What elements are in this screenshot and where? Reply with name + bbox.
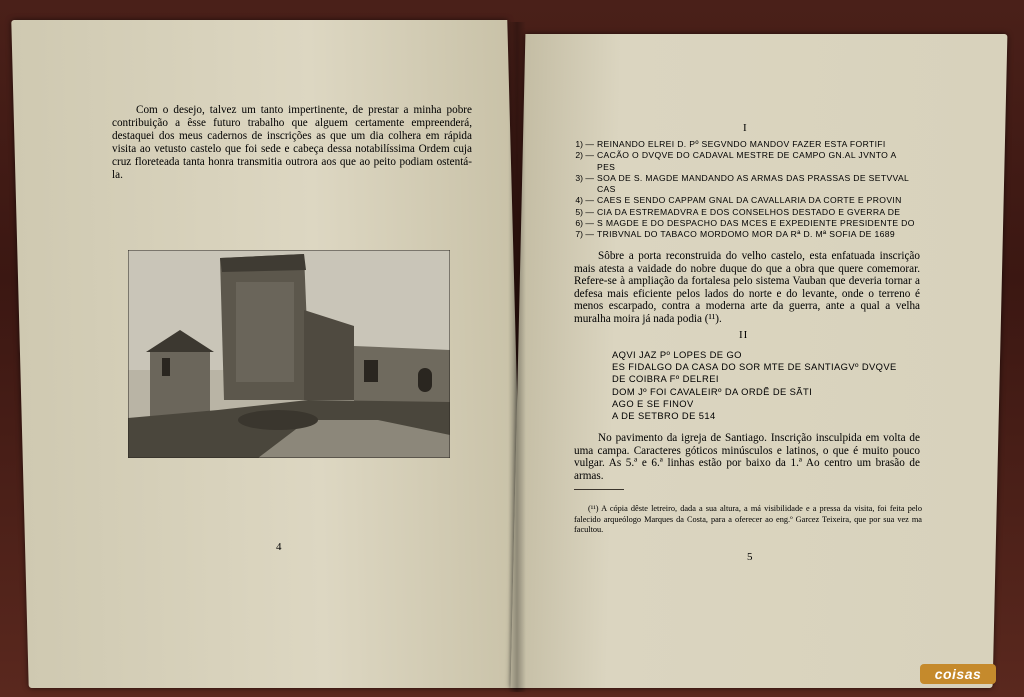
inscription-line: AGO E SE FINOV xyxy=(612,397,694,409)
inscription-line xyxy=(572,173,924,184)
line-text: TRIBVNAL DO TABACO MORDOMO MOR DA Rª D. Mª SOFIA DE 1689 xyxy=(597,229,895,240)
inscription-line: AQVI JAZ Pº LOPES DE GO xyxy=(612,349,742,360)
paragraph-2: No pavimento da igreja de Santiago. Inscrição insculpida em volta de uma campa. Caracteres góticos minúsculos e latinos, o que é muito pouco vulgar. As 5.ª e 6.ª linhas estão por baixo da 1.ª Ao centro um brasão de armas. xyxy=(574,432,920,482)
inscription-line xyxy=(572,139,924,150)
inscription-line: DOM Jº FOI CAVALEIRº DA ORDẼ DE SÃTI xyxy=(612,385,813,397)
inscription-line: A DE SETBRO DE 514 xyxy=(612,410,716,422)
line-text: SOA DE S. MAGDE MANDANDO AS ARMAS DAS PRASSAS DE SETVVAL xyxy=(597,172,910,183)
inscription-line xyxy=(572,195,924,206)
line-number: 5) — xyxy=(575,206,594,217)
section-heading-1: I xyxy=(743,122,748,134)
line-number: 4) — xyxy=(575,195,594,206)
inscription-line xyxy=(572,207,924,218)
line-number: 1) — xyxy=(575,139,594,149)
line-continuation: CAS xyxy=(597,184,616,195)
line-text: S MAGDE E DO DESPACHO DAS MCES E EXPEDIENTE PRESIDENTE DO xyxy=(597,218,915,229)
inscription-line xyxy=(572,218,924,229)
footnote-rule xyxy=(574,489,624,490)
inscription-line: ES FIDALGO DA CASA DO SOR MTE DE SANTIAGVº DVQVE xyxy=(612,361,897,373)
line-number: 7) — xyxy=(575,229,594,240)
inscription-line: DE COIBRA Fº DELREI xyxy=(612,373,719,385)
line-number: 6) — xyxy=(575,218,594,229)
page-number-right: 5 xyxy=(747,551,753,563)
paragraph-1: Sôbre a porta reconstruida do velho castelo, esta enfatuada inscrição mais atesta a vaidade do nobre duque do que a obra que quere comemorar. Refere-se à ampliação da fortalesa pelo sistema Vauban que deveria tornar a defesa mais eficiente pelos lados do norte e do levante, onde o terreno é menos escarpado, contra a moderna arte da guerra, ante a qual a velha muralha moira já nada podia (¹¹). xyxy=(574,250,920,325)
watermark-logo: coisas xyxy=(920,664,996,684)
inscription-line xyxy=(572,229,924,240)
inscription-1 xyxy=(572,139,924,241)
intro-paragraph: Com o desejo, talvez um tanto impertinente, de prestar a minha pobre contribuição a êsse futuro trabalho que alguem certamente empreenderá, destaquei dos meus cadernos de inscrições as que um dia colhera em rápida visita ao vetusto castelo que foi sede e cabeça dessa notabilíssima Ordem cuja cruz floreteada tanta honra transmitia outrora aos que ao peito podiam ostentá-la. xyxy=(112,104,472,181)
inscription-2 xyxy=(612,349,912,422)
inscription-line xyxy=(572,150,924,161)
book-gutter xyxy=(508,22,526,692)
line-text: REINANDO ELREI D. Pº SEGVNDO MANDOV FAZER ESTA FORTIFI xyxy=(597,139,886,149)
section-heading-2: II xyxy=(739,329,749,341)
line-number: 2) — xyxy=(575,150,594,161)
page-number-left: 4 xyxy=(276,541,282,553)
line-continuation: PES xyxy=(597,161,616,172)
footnote: (¹¹) A cópia dêste letreiro, dada a sua altura, a má visibilidade e a pressa da visita, foi feita pelo falecido arqueólogo Marques da Costa, para a oferecer ao eng.º Garcez Teixeira, que por sua vez ma facultou. xyxy=(574,504,922,535)
line-text: CIA DA ESTREMADVRA E DOS CONSELHOS DESTADO E GVERRA DE xyxy=(597,206,901,217)
line-text: CAES E SENDO CAPPAM GNAL DA CAVALLARIA DA CORTE E PROVIN xyxy=(597,195,902,206)
line-number: 3) — xyxy=(575,172,594,183)
line-text: CACÃO O DVQVE DO CADAVAL MESTRE DE CAMPO GN.AL JVNTO A xyxy=(597,150,897,161)
castle-photo xyxy=(128,250,450,458)
